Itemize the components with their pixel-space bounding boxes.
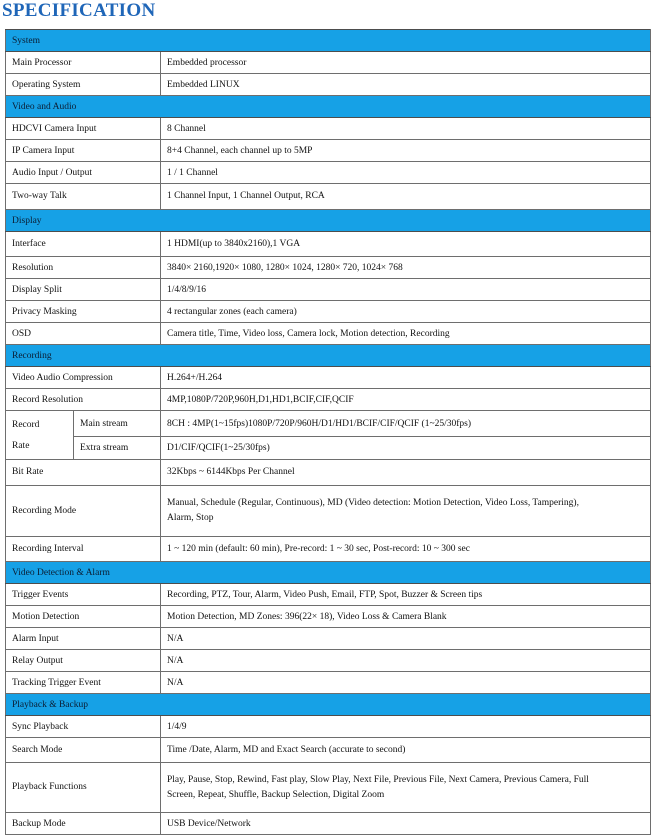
spec-row: [6, 52, 651, 74]
section-header-playback: [6, 694, 651, 716]
spec-value: Time /Date, Alarm, MD and Exact Search (accurate to second): [161, 738, 651, 763]
spec-row: [6, 301, 651, 323]
spec-value: Motion Detection, MD Zones: 396(22× 18), Video Loss & Camera Blank: [161, 606, 651, 628]
spec-value: Camera title, Time, Video loss, Camera lock, Motion detection, Recording: [161, 323, 651, 345]
spec-label: Trigger Events: [6, 584, 161, 606]
spec-label: Tracking Trigger Event: [6, 672, 161, 694]
extra-stream-value: D1/CIF/QCIF(1~25/30fps): [161, 437, 651, 460]
spec-label: IP Camera Input: [6, 140, 161, 162]
spec-label: Recording Interval: [6, 537, 161, 562]
record-rate-label-line1: Record: [12, 420, 40, 430]
spec-value: N/A: [161, 650, 651, 672]
spec-value: Recording, PTZ, Tour, Alarm, Video Push, Email, FTP, Spot, Buzzer & Screen tips: [161, 584, 651, 606]
spec-row-record-rate-main: [6, 411, 651, 437]
spec-value: 1/4/9: [161, 716, 651, 738]
spec-label: Resolution: [6, 257, 161, 279]
spec-value: 1/4/8/9/16: [161, 279, 651, 301]
spec-row: [6, 389, 651, 411]
spec-value: 4MP,1080P/720P,960H,D1,HD1,BCIF,CIF,QCIF: [161, 389, 651, 411]
spec-label: Main Processor: [6, 52, 161, 74]
spec-row: [6, 650, 651, 672]
spec-row: [6, 232, 651, 257]
spec-value: 4 rectangular zones (each camera): [161, 301, 651, 323]
record-rate-label-line2: Rate: [12, 441, 30, 451]
spec-row: [6, 813, 651, 835]
spec-row: [6, 763, 651, 813]
spec-label: HDCVI Camera Input: [6, 118, 161, 140]
main-stream-value: 8CH : 4MP(1~15fps)1080P/720P/960H/D1/HD1/BCIF/CIF/QCIF (1~25/30fps): [161, 411, 651, 437]
spec-value-line1: Manual, Schedule (Regular, Continuous), MD (Video detection: Motion Detection, Video Loss, Tampering),: [167, 498, 579, 508]
spec-row: [6, 118, 651, 140]
section-title: Video Detection & Alarm: [6, 562, 651, 584]
spec-label: Bit Rate: [6, 460, 161, 486]
spec-row: [6, 537, 651, 562]
spec-value: 1 Channel Input, 1 Channel Output, RCA: [161, 184, 651, 210]
extra-stream-label: Extra stream: [74, 437, 161, 460]
spec-value-line2: Screen, Repeat, Shuffle, Backup Selection, Digital Zoom: [167, 789, 385, 800]
spec-value: [161, 763, 651, 813]
spec-row: [6, 486, 651, 537]
section-header-detection: [6, 562, 651, 584]
spec-value: [161, 486, 651, 537]
spec-label: Relay Output: [6, 650, 161, 672]
section-title: Video and Audio: [6, 96, 651, 118]
spec-value: 1 / 1 Channel: [161, 162, 651, 184]
spec-value: Embedded processor: [161, 52, 651, 74]
section-title: Display: [6, 210, 651, 232]
spec-row: [6, 738, 651, 763]
section-header-recording: [6, 345, 651, 367]
spec-row: [6, 74, 651, 96]
spec-row: [6, 323, 651, 345]
spec-row: [6, 606, 651, 628]
spec-label: Operating System: [6, 74, 161, 96]
spec-label: Backup Mode: [6, 813, 161, 835]
spec-value: 1 HDMI(up to 3840x2160),1 VGA: [161, 232, 651, 257]
spec-value: 32Kbps ~ 6144Kbps Per Channel: [161, 460, 651, 486]
spec-value: 8 Channel: [161, 118, 651, 140]
spec-value: 8+4 Channel, each channel up to 5MP: [161, 140, 651, 162]
spec-label: Two-way Talk: [6, 184, 161, 210]
spec-row: [6, 584, 651, 606]
spec-label: Sync Playback: [6, 716, 161, 738]
spec-row: [6, 184, 651, 210]
spec-row-record-rate-extra: [6, 437, 651, 460]
section-header-video-audio: [6, 96, 651, 118]
spec-label: Alarm Input: [6, 628, 161, 650]
spec-row: [6, 257, 651, 279]
section-header-system: [6, 30, 651, 52]
spec-row: [6, 628, 651, 650]
spec-value: N/A: [161, 672, 651, 694]
spec-row: [6, 279, 651, 301]
spec-row: [6, 367, 651, 389]
main-stream-label: Main stream: [74, 411, 161, 437]
spec-value-line2: Alarm, Stop: [167, 513, 214, 523]
spec-row: [6, 716, 651, 738]
section-title: Recording: [6, 345, 651, 367]
spec-label: Playback Functions: [6, 763, 161, 813]
spec-label: Interface: [6, 232, 161, 257]
spec-value: 3840× 2160,1920× 1080, 1280× 1024, 1280× 720, 1024× 768: [161, 257, 651, 279]
spec-row: [6, 460, 651, 486]
spec-label: OSD: [6, 323, 161, 345]
page-title: SPECIFICATION: [2, 0, 156, 21]
spec-value: H.264+/H.264: [161, 367, 651, 389]
spec-row: [6, 140, 651, 162]
spec-label: Display Split: [6, 279, 161, 301]
spec-value: N/A: [161, 628, 651, 650]
spec-label: Audio Input / Output: [6, 162, 161, 184]
record-rate-label: [6, 411, 74, 460]
spec-label: Record Resolution: [6, 389, 161, 411]
spec-row: [6, 672, 651, 694]
spec-label: Recording Mode: [6, 486, 161, 537]
spec-label: Motion Detection: [6, 606, 161, 628]
spec-value-line1: Play, Pause, Stop, Rewind, Fast play, Slow Play, Next File, Previous File, Next Camera, Previous Camera, Full: [167, 774, 589, 785]
spec-row: [6, 162, 651, 184]
spec-label: Privacy Masking: [6, 301, 161, 323]
spec-value: Embedded LINUX: [161, 74, 651, 96]
section-title: Playback & Backup: [6, 694, 651, 716]
spec-label: Video Audio Compression: [6, 367, 161, 389]
section-header-display: [6, 210, 651, 232]
spec-label: Search Mode: [6, 738, 161, 763]
spec-value: 1 ~ 120 min (default: 60 min), Pre-record: 1 ~ 30 sec, Post-record: 10 ~ 300 sec: [161, 537, 651, 562]
section-title: System: [6, 30, 651, 52]
spec-value: USB Device/Network: [161, 813, 651, 835]
specification-table: [5, 29, 651, 835]
